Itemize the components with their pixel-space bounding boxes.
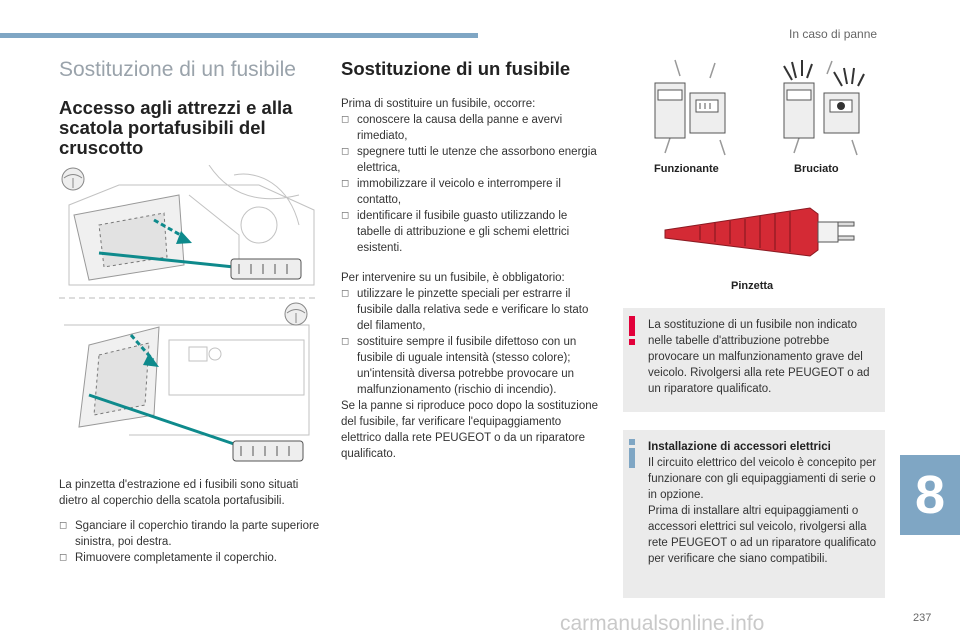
fuse-burnt-illustration [774, 58, 874, 158]
label-burnt: Bruciato [794, 163, 839, 175]
info-icon [629, 448, 635, 468]
list-item: ◻ conoscere la causa della panne e avervi rimediato, [341, 112, 603, 144]
info-title: Installazione di accessori elettrici [648, 441, 831, 453]
label-tweezer: Pinzetta [731, 280, 774, 292]
list-item: ◻ identificare il fusibile guasto utilizzando le tabelle di attribuzione e gli schemi elettrici esistenti. [341, 208, 603, 256]
tweezer-illustration [660, 198, 860, 272]
exclamation-dot-icon [629, 339, 635, 345]
page-title: Sostituzione di un fusibile [59, 58, 296, 81]
exclamation-icon [629, 316, 635, 336]
page-number: 237 [913, 612, 932, 624]
section-subtitle: Accesso agli attrezzi e alla scatola portafusibili del cruscotto [59, 97, 293, 158]
header-bar [0, 33, 478, 38]
info-text: Il circuito elettrico del veicolo è concepito per funzionare con gli equipaggiamenti di serie o in opzione. Prima di installare altri equipaggiamenti o accessori elettrici sul veicolo, rivolgersi alla rete PEUGEOT o ad un riparatore qualificato per verificare che siano compatibili. [648, 457, 877, 565]
illustration-caption: La pinzetta d'estrazione ed i fusibili sono situati dietro al coperchio della scatola portafusibili. [59, 479, 299, 507]
warning-text: La sostituzione di un fusibile non indicato nelle tabelle d'attribuzione potrebbe provocare un malfunzionamento grave del veicolo. Rivolgersi alla rete PEUGEOT o ad un riparatore qualificato. [648, 319, 870, 395]
middle-body [341, 96, 603, 462]
step-list [59, 518, 321, 566]
section-title: In caso di panne [789, 27, 878, 41]
paragraph: Prima di sostituire un fusibile, occorre: [341, 98, 536, 110]
list-item: ◻ utilizzare le pinzette speciali per estrarre il fusibile dalla relativa sede e verificare lo stato del filamento, [341, 286, 603, 334]
info-box [623, 430, 885, 598]
list-item: ◻ immobilizzare il veicolo e interrompere il contatto, [341, 176, 603, 208]
list-item: ◻ spegnere tutti le utenze che assorbono energia elettrica, [341, 144, 603, 176]
section-heading: Sostituzione di un fusibile [341, 58, 571, 79]
dashboard-illustration [59, 165, 319, 467]
fuse-ok-illustration [640, 58, 740, 158]
warning-box [623, 308, 885, 412]
info-dot-icon [629, 439, 635, 445]
info-content [648, 439, 880, 567]
list-item: ◻ Sganciare il coperchio tirando la parte superiore sinistra, poi destra. [59, 518, 321, 550]
paragraph: Per intervenire su un fusibile, è obbligatorio: [341, 272, 565, 284]
label-working: Funzionante [654, 163, 719, 175]
list-item: ◻ sostituire sempre il fusibile difettoso con un fusibile di uguale intensità (stesso colore); un'intensità diversa potrebbe provocare un malfunzionamento (rischio di incendio). [341, 334, 603, 398]
list-item: ◻ Rimuovere completamente il coperchio. [59, 550, 321, 566]
chapter-tab: 8 [900, 455, 960, 535]
watermark: carmanualsonline.info [560, 612, 765, 635]
paragraph: Se la panne si riproduce poco dopo la sostituzione del fusibile, far verificare l'equipaggiamento elettrico dalla rete PEUGEOT o da un riparatore qualificato. [341, 400, 599, 460]
